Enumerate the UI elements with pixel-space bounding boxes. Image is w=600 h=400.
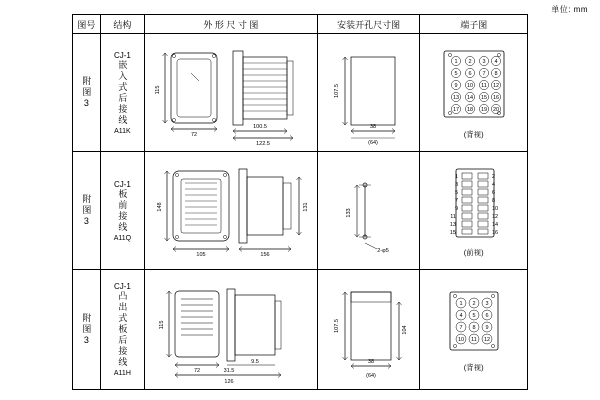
outline-dim-72: 72 [190,131,197,138]
hole-dim-2-phi5: 2-φ5 [376,247,389,254]
structure-text: 板前接线 [117,188,128,233]
outline-drawing-2 [147,157,315,265]
svg-text:16: 16 [492,95,499,101]
svg-text:12: 12 [491,214,498,220]
svg-text:3: 3 [454,182,458,188]
svg-text:4: 4 [459,313,463,319]
header-fig-no: 图号 [73,15,101,34]
svg-text:5: 5 [454,190,458,196]
header-hole: 安装开孔尺寸图 [317,15,420,34]
hole-dim-107-5: 107.5 [333,318,340,333]
cell-hole-drawing [317,270,420,390]
cell-terminal-diagram [420,34,528,152]
svg-text:11: 11 [470,337,477,343]
svg-text:18: 18 [466,107,473,113]
svg-text:8: 8 [494,71,498,77]
hole-dim-107-5: 107.5 [333,83,340,98]
cell-fig-no [73,152,101,270]
svg-text:2: 2 [472,301,476,307]
outline-drawing-3 [147,275,315,385]
svg-text:5: 5 [454,71,458,77]
structure-sub-code: A11Q [113,234,132,242]
fig-no-label: 附图3 [81,312,92,347]
outline-dim-105: 105 [196,251,206,258]
cell-structure [100,34,144,152]
table-row [73,34,528,152]
terminal-view-label: (背视) [463,363,484,372]
hole-drawing-1 [321,39,417,147]
hole-drawing-3 [321,276,417,384]
svg-text:1: 1 [459,301,463,307]
header-outline: 外 形 尺 寸 图 [145,15,318,34]
svg-text:12: 12 [483,337,490,343]
svg-text:10: 10 [457,337,464,343]
table-row [73,270,528,390]
outline-dim-156: 156 [260,251,270,258]
hole-dim-104: 104 [401,324,408,335]
svg-text:14: 14 [491,222,498,228]
outline-dim-122-5: 122.5 [256,140,270,147]
svg-text:1: 1 [454,59,458,65]
outline-dim-31-5: 31.5 [223,367,235,374]
svg-text:7: 7 [454,198,458,204]
svg-text:14: 14 [466,95,473,101]
svg-text:19: 19 [480,107,487,113]
svg-text:15: 15 [480,95,487,101]
outline-dim-115: 115 [154,85,161,94]
outline-dim-131: 131 [302,201,309,212]
hole-dim-38: 38 [367,358,374,365]
outline-dim-148: 148 [156,201,163,212]
cell-outline-drawing [145,270,318,390]
structure-sub-code: A11K [114,127,131,135]
outline-dim-100-5: 100.5 [253,123,267,130]
svg-text:9: 9 [485,325,489,331]
spec-table [72,14,528,390]
structure-code: CJ-1 [113,50,131,60]
cell-structure [100,152,144,270]
fig-no-label: 附图3 [81,193,92,228]
svg-text:1: 1 [454,174,458,180]
table-header-row [73,15,528,34]
svg-text:11: 11 [480,83,487,89]
cell-terminal-diagram [420,152,528,270]
cell-outline-drawing [145,34,318,152]
structure-text: 凸出式板后接线 [117,291,128,368]
table-row [73,152,528,270]
svg-text:11: 11 [449,214,456,220]
unit-note: 单位: mm [551,5,588,14]
svg-text:4: 4 [494,59,498,65]
hole-dim-133: 133 [345,207,352,218]
svg-text:10: 10 [466,83,473,89]
svg-text:9: 9 [454,206,458,212]
svg-text:2: 2 [468,59,472,65]
svg-text:7: 7 [482,71,486,77]
svg-text:7: 7 [459,325,463,331]
svg-text:8: 8 [491,198,495,204]
svg-text:8: 8 [472,325,476,331]
svg-text:12: 12 [492,83,499,89]
cell-structure [100,270,144,390]
svg-text:2: 2 [491,174,495,180]
terminal-drawing-2 [428,163,520,247]
svg-text:13: 13 [449,222,456,228]
outline-dim-72: 72 [193,367,200,374]
terminal-view-label: (前视) [463,248,484,257]
svg-text:4: 4 [491,182,495,188]
hole-dim-64: (64) [367,139,378,146]
svg-text:6: 6 [491,190,495,196]
structure-code: CJ-1 [113,282,131,291]
outline-dim-9-5: 9.5 [251,358,259,365]
cell-hole-drawing [317,152,420,270]
structure-text: 嵌入式后接线 [117,59,128,126]
hole-drawing-2 [321,161,417,261]
outline-dim-115: 115 [158,320,165,329]
svg-text:3: 3 [482,59,486,65]
hole-dim-38: 38 [369,123,376,130]
svg-text:6: 6 [485,313,489,319]
svg-text:5: 5 [472,313,476,319]
svg-text:17: 17 [452,107,459,113]
cell-outline-drawing [145,152,318,270]
svg-text:20: 20 [492,107,499,113]
cell-terminal-diagram [420,270,528,390]
outline-dim-126: 126 [224,378,234,385]
structure-sub-code: A11H [113,370,131,377]
terminal-view-label: (背视) [463,130,484,139]
header-terminal: 端子图 [420,15,528,34]
fig-no-label: 附图3 [81,75,92,110]
svg-text:15: 15 [449,230,456,236]
svg-text:9: 9 [454,83,458,89]
svg-text:10: 10 [491,206,498,212]
cell-hole-drawing [317,34,420,152]
svg-text:16: 16 [491,230,498,236]
terminal-drawing-1 [428,45,520,129]
svg-text:6: 6 [468,71,472,77]
header-structure: 结构 [100,15,144,34]
terminal-drawing-3 [428,286,520,362]
hole-dim-64: (64) [365,372,376,379]
structure-code: CJ-1 [113,179,131,189]
cell-fig-no [73,270,101,390]
outline-drawing-1 [147,37,315,149]
svg-text:13: 13 [452,95,459,101]
cell-fig-no [73,34,101,152]
svg-text:3: 3 [485,301,489,307]
